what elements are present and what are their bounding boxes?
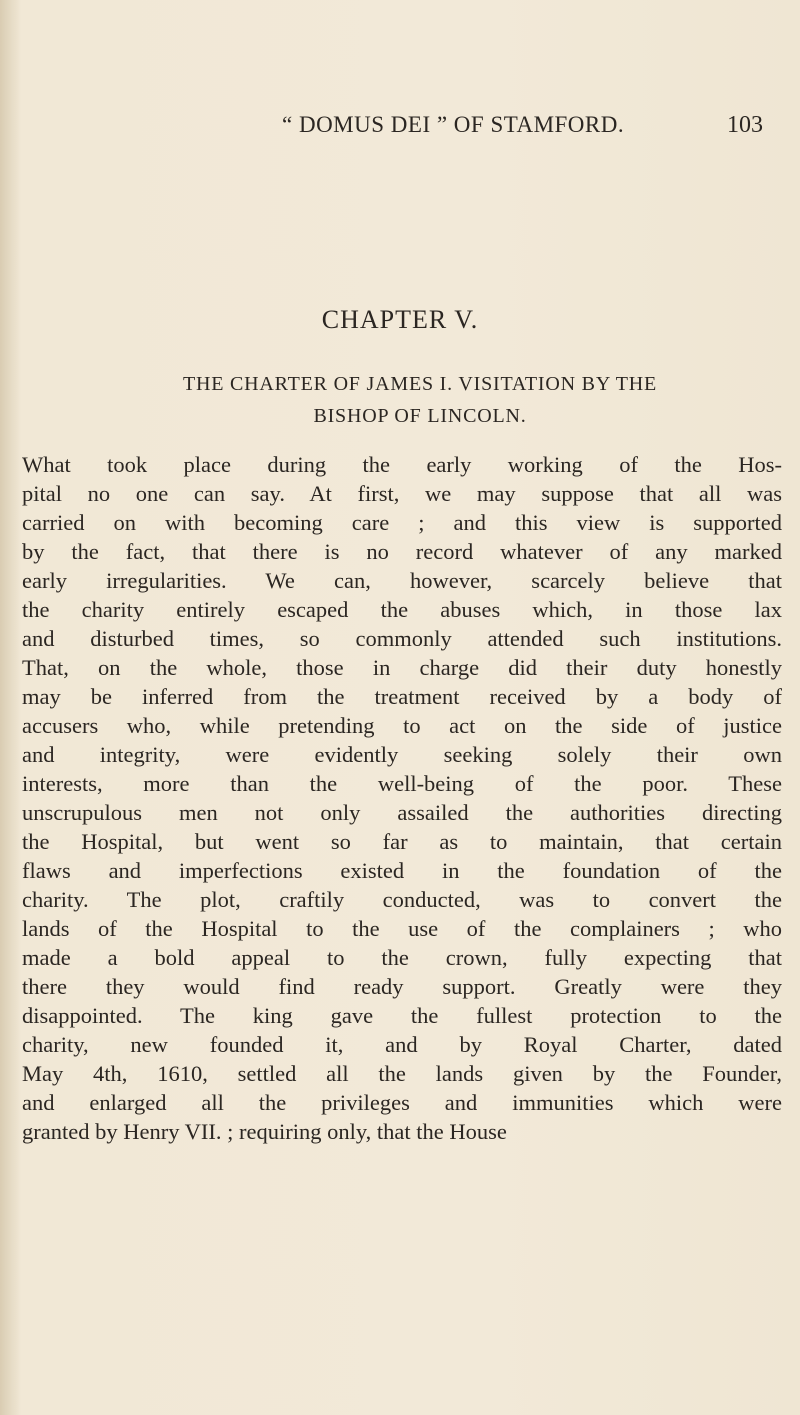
text-line: lands of the Hospital to the use of the complainers ; who xyxy=(22,916,782,941)
text-line: the Hospital, but went so far as to maintain, that certain xyxy=(22,829,782,854)
chapter-title xyxy=(60,368,780,432)
text-line: charity, new founded it, and by Royal Charter, dated xyxy=(22,1032,782,1057)
text-line: accusers who, while pretending to act on the side of justice xyxy=(22,713,782,738)
chapter-number: CHAPTER V. xyxy=(321,305,479,334)
page-number: 103 xyxy=(727,112,763,138)
text-line: the charity entirely escaped the abuses which, in those lax xyxy=(22,597,782,622)
page-gutter xyxy=(0,0,20,1415)
text-line: there they would find ready support. Greatly were they xyxy=(22,974,782,999)
text-line: made a bold appeal to the crown, fully expecting that xyxy=(22,945,782,970)
text-line: disappointed. The king gave the fullest protection to the xyxy=(22,1003,782,1028)
text-line: granted by Henry VII. ; requiring only, that the House xyxy=(22,1119,507,1144)
text-line: and enlarged all the privileges and immunities which were xyxy=(22,1090,782,1115)
text-line: may be inferred from the treatment received by a body of xyxy=(22,684,782,709)
chapter-title-line: BISHOP OF LINCOLN. xyxy=(313,405,527,427)
body-paragraph xyxy=(22,450,782,1146)
text-line: and disturbed times, so commonly attended such institutions. xyxy=(22,626,782,651)
text-line: unscrupulous men not only assailed the authorities directing xyxy=(22,800,782,825)
text-line: charity. The plot, craftily conducted, was to convert the xyxy=(22,887,782,912)
text-line: That, on the whole, those in charge did their duty honestly xyxy=(22,655,782,680)
text-line: pital no one can say. At first, we may suppose that all was xyxy=(22,481,782,506)
chapter-title-line: THE CHARTER OF JAMES I. VISITATION BY THE xyxy=(182,373,658,395)
text-line: May 4th, 1610, settled all the lands given by the Founder, xyxy=(22,1061,782,1086)
text-line: carried on with becoming care ; and this view is supported xyxy=(22,510,782,535)
text-line: interests, more than the well-being of the poor. These xyxy=(22,771,782,796)
text-line: and integrity, were evidently seeking solely their own xyxy=(22,742,782,767)
text-line: What took place during the early working of the Hos- xyxy=(22,452,782,477)
text-line: by the fact, that there is no record whatever of any marked xyxy=(22,539,782,564)
running-head xyxy=(0,112,800,142)
text-line: flaws and imperfections existed in the foundation of the xyxy=(22,858,782,883)
running-title: “ DOMUS DEI ” OF STAMFORD. xyxy=(282,112,625,137)
text-line: early irregularities. We can, however, scarcely believe that xyxy=(22,568,782,593)
